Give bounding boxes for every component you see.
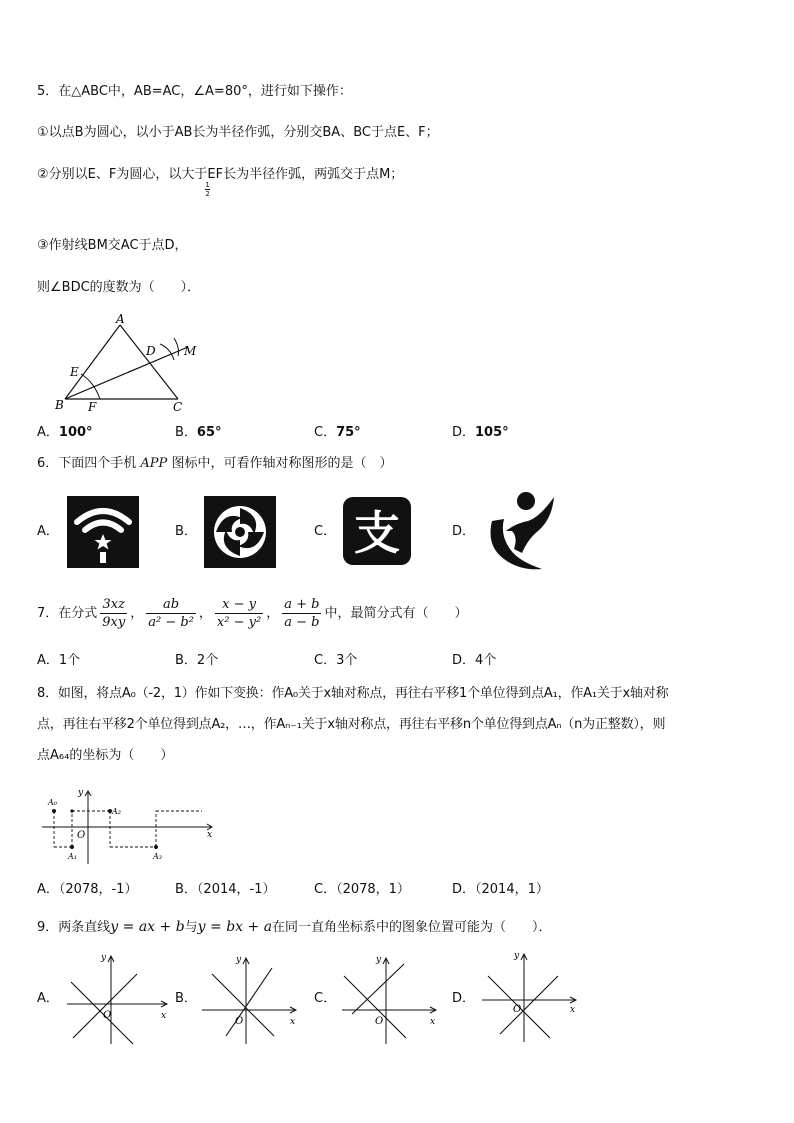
q9-option-a-letter: A． (37, 991, 59, 1006)
q7-option-c-value: 3个 (336, 653, 358, 668)
q5-option-d-letter: D． (452, 425, 476, 440)
q9-eq1: y = ax + b (110, 919, 185, 935)
q8-option-b[interactable] (175, 881, 275, 899)
q9-option-c[interactable] (314, 990, 336, 1008)
q9-stem-a: 9．两条直线 (37, 920, 111, 935)
q7-option-b[interactable] (175, 652, 218, 670)
q5-option-b-value: 65° (196, 425, 222, 440)
swirl-logo-icon (204, 496, 276, 572)
q6-option-d[interactable] (452, 523, 475, 541)
q5-step2-a: ②分别以E、F为圆心，以大于 (37, 167, 208, 182)
q7-option-d[interactable] (452, 652, 496, 670)
q9-d-y-label: y (514, 951, 520, 961)
q6-option-b[interactable] (175, 523, 197, 541)
q9-a-line2 (73, 974, 137, 1038)
q8-line1: 8．如图，将点A₀（-2，1）作如下变换：作A₀关于x轴对称点，再往右平移1个单位得到点A₁，作A₁关于x轴对称 (37, 686, 669, 701)
fraction-4-num: a + b (284, 597, 320, 612)
label-a1: A₁ (68, 852, 77, 861)
q9-d-line2 (500, 976, 558, 1034)
q6-option-a[interactable] (37, 523, 59, 541)
q7-option-a[interactable] (37, 652, 80, 670)
q9-option-b[interactable] (175, 990, 197, 1008)
q8-origin-label: O (77, 830, 86, 841)
q9-a-origin: O (103, 1010, 112, 1021)
q9-c-line2 (352, 964, 404, 1014)
q7-option-b-letter: B． (175, 653, 197, 668)
arc-ef (81, 374, 100, 399)
q8-option-c[interactable] (314, 881, 410, 899)
q5-option-a[interactable] (37, 424, 93, 442)
q5-half-num: 1 (205, 181, 210, 189)
q6-option-a-letter: A． (37, 524, 59, 539)
q9-c-line1 (344, 976, 406, 1038)
q9-b-origin: O (235, 1016, 244, 1027)
q6-option-d-letter: D． (452, 524, 476, 539)
fraction-3-num: x − y (215, 596, 263, 614)
q9-stem-c: 在同一直角坐标系中的图象位置可能为（ ）． (272, 920, 552, 935)
q7-option-c[interactable] (314, 652, 357, 670)
q9-a-x-label: x (161, 1011, 167, 1021)
fraction-1-num: 3xz (100, 596, 127, 614)
q7-stem-a: 7．在分式 (37, 606, 98, 621)
q8-x-label: x (207, 830, 213, 840)
point-aux (70, 809, 73, 812)
q5-step2 (37, 166, 404, 198)
label-a0: A₀ (48, 798, 57, 807)
q9-c-origin: O (375, 1016, 384, 1027)
q6-stem-b: 图标中，可看作轴对称图形的是（ ） (171, 456, 393, 471)
q8-option-d[interactable] (452, 881, 549, 899)
wifi-star-icon (67, 496, 139, 572)
q5-step1: ①以点B为圆心，以小于AB长为半径作弧，分别交BA、BC于点E、F； (37, 125, 439, 140)
q9-b-line2 (226, 968, 272, 1036)
q6-option-c-letter: C． (314, 524, 337, 539)
label-e: E (70, 365, 79, 379)
q8-option-a-letter: A． (37, 882, 59, 897)
fraction-3-den: x² − y² (216, 615, 262, 630)
q5-option-a-value: 100° (58, 425, 93, 440)
q9-graph-b (198, 952, 302, 1048)
q9-d-x-label: x (570, 1005, 576, 1015)
segment-ac (120, 325, 178, 399)
q7-stem-b: 中，最简分式有（ ） (324, 606, 468, 621)
q9-graph-d (478, 950, 582, 1046)
q8-option-a[interactable] (37, 881, 137, 899)
label-d: D (146, 344, 156, 358)
q7-sep-1: ， (130, 606, 144, 621)
label-c: C (173, 400, 183, 414)
q9-c-y-label: y (376, 955, 382, 965)
fraction-2 (146, 596, 196, 631)
q9-d-origin: O (513, 1004, 522, 1015)
zhi-char: 支 (354, 506, 400, 560)
q5-step2-ef (205, 167, 224, 198)
fraction-3 (215, 596, 263, 631)
q6-option-b-letter: B． (175, 524, 197, 539)
q7-sep-2: ， (198, 606, 212, 621)
q8-coordinate-figure (40, 785, 220, 865)
q9-option-a[interactable] (37, 990, 59, 1008)
q6-stem-app: APP (140, 456, 168, 471)
q5-triangle-figure (50, 310, 210, 420)
fraction-1 (100, 596, 127, 631)
q6-option-c[interactable] (314, 523, 336, 541)
q8-option-b-value: （2014，-1） (196, 882, 276, 897)
q5-option-a-letter: A． (37, 425, 59, 440)
q5-ask: 则∠BDC的度数为（ ）． (37, 280, 201, 295)
q7-option-a-value: 1个 (58, 653, 81, 668)
q5-option-d-value: 105° (475, 425, 509, 440)
q5-step3: ③作射线BM交AC于点D， (37, 238, 188, 253)
q8-line2: 点，再往右平移2个单位得到点A₂，…，作Aₙ₋₁关于x轴对称点，再往右平移n个单位得到点Aₙ（n为正整数），则 (37, 717, 666, 732)
q7-option-c-letter: C． (314, 653, 337, 668)
q5-stem: 5．在△ABC中，AB=AC，∠A=80°，进行如下操作： (37, 84, 352, 99)
q9-graph-a (63, 952, 171, 1048)
q9-option-d-letter: D． (452, 991, 476, 1006)
q5-step2-b: 长为半径作弧，两弧交于点M； (223, 167, 404, 182)
q5-option-c-letter: C． (314, 425, 337, 440)
q9-stem (37, 918, 552, 937)
q9-option-d[interactable] (452, 990, 475, 1008)
q5-option-c[interactable] (314, 424, 361, 442)
fraction-4-den: a − b (284, 615, 320, 630)
fraction-1-den: 9xy (102, 615, 126, 630)
figure-logo-icon (482, 491, 558, 577)
q9-eq2: y = bx + a (197, 919, 273, 935)
point-a0 (52, 809, 56, 813)
q9-a-line1 (71, 982, 133, 1044)
label-a2: A₂ (112, 807, 121, 816)
q5-half-den: 2 (205, 190, 210, 198)
q9-graph-c (338, 952, 442, 1048)
q9-b-x-label: x (290, 1017, 296, 1027)
q8-option-b-letter: B． (175, 882, 197, 897)
q5-half-fraction (205, 181, 209, 198)
q7-sep-3: ， (266, 606, 280, 621)
q6-stem-a: 6．下面四个手机 (37, 456, 137, 471)
point-a1 (70, 845, 74, 849)
label-m: M (184, 344, 197, 358)
q8-option-a-value: （2078，-1） (58, 882, 138, 897)
q9-b-y-label: y (236, 955, 242, 965)
label-b: B (55, 398, 64, 412)
alipay-zhi-icon (343, 497, 411, 569)
q7-option-d-value: 4个 (475, 653, 497, 668)
q6-stem (37, 455, 392, 473)
ray-bm (65, 347, 188, 399)
q7-stem (37, 596, 467, 632)
q9-stem-b: 与 (184, 920, 198, 935)
q8-option-c-letter: C． (314, 882, 337, 897)
arc-m2 (174, 338, 179, 356)
label-f: F (88, 400, 97, 414)
q5-step2-ef-text: EF (207, 167, 224, 182)
q8-line3: 点A₆₄的坐标为（ ） (37, 748, 174, 763)
q7-option-d-letter: D． (452, 653, 476, 668)
label-a3: A₃ (153, 852, 162, 861)
q7-option-b-value: 2个 (196, 653, 219, 668)
q5-option-d[interactable] (452, 424, 509, 442)
fraction-2-den: a² − b² (148, 615, 194, 630)
q5-option-c-value: 75° (336, 425, 361, 440)
q9-a-y-label: y (101, 953, 107, 963)
point-a3 (154, 845, 158, 849)
q9-c-x-label: x (430, 1017, 436, 1027)
q9-option-c-letter: C． (314, 991, 337, 1006)
q8-option-d-value: （2014，1） (475, 882, 549, 897)
q8-option-c-value: （2078，1） (336, 882, 410, 897)
fraction-2-num: ab (146, 596, 196, 614)
q5-option-b[interactable] (175, 424, 222, 442)
q5-option-b-letter: B． (175, 425, 197, 440)
q9-option-b-letter: B． (175, 991, 197, 1006)
label-a: A (116, 312, 125, 326)
q8-option-d-letter: D． (452, 882, 476, 897)
fraction-4 (282, 596, 321, 631)
q8-y-label: y (78, 788, 84, 798)
q7-option-a-letter: A． (37, 653, 59, 668)
